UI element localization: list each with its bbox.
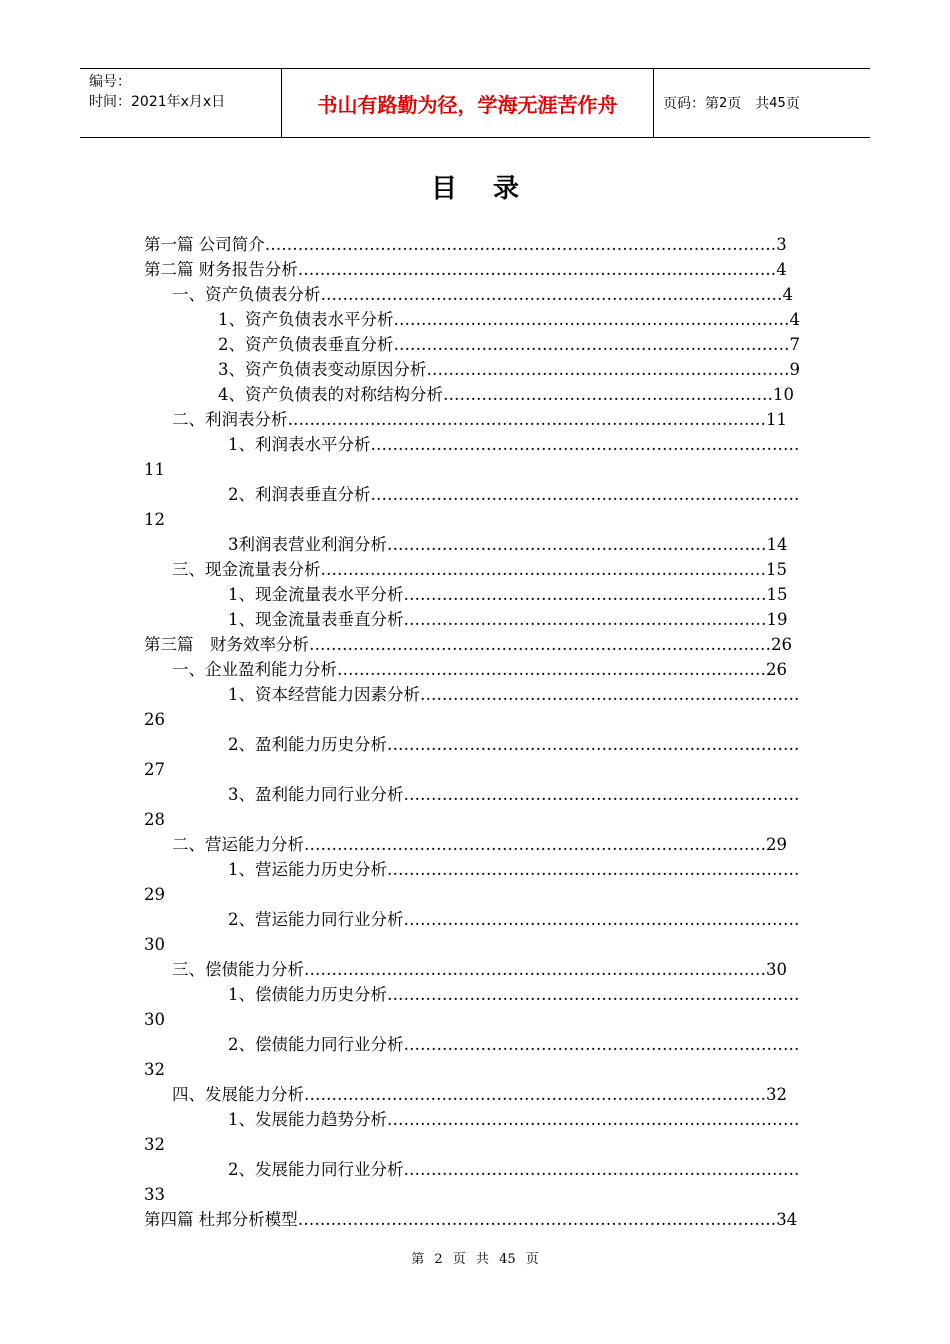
toc-entry-page: 34 bbox=[776, 1210, 798, 1229]
toc-leader-dots: ………………………………………………………………… bbox=[387, 1110, 800, 1129]
toc-entry-title: 3、盈利能力同行业分析 bbox=[228, 785, 404, 804]
page-header bbox=[80, 68, 870, 138]
toc-entry-page: 14 bbox=[766, 535, 788, 554]
toc-entry[interactable] bbox=[218, 307, 800, 332]
toc-entry-title: 1、利润表水平分析 bbox=[228, 435, 371, 454]
toc-entry-page: 12 bbox=[144, 510, 165, 529]
toc-leader-dots: ………………………………………………………… bbox=[403, 610, 767, 629]
toc-entry[interactable] bbox=[228, 782, 800, 807]
toc-leader-dots: …………………………………………………………… bbox=[387, 535, 767, 554]
footer-prefix: 第 bbox=[411, 1252, 425, 1267]
toc-leader-dots: …………………………………………………………………………… bbox=[297, 260, 777, 279]
toc-entry-title: 1、资本经营能力因素分析 bbox=[228, 685, 420, 704]
toc-entry[interactable] bbox=[172, 1082, 787, 1107]
header-time-label: 时间：2021年x月x日 bbox=[89, 94, 226, 110]
toc-entry[interactable] bbox=[172, 282, 793, 307]
toc-entry-title: 二、营运能力分析 bbox=[172, 835, 304, 854]
footer-total: 45 bbox=[499, 1252, 516, 1267]
toc-entry-title: 2、营运能力同行业分析 bbox=[228, 910, 404, 929]
toc-entry-title: 一、企业盈利能力分析 bbox=[172, 660, 337, 679]
toc-entry-page: 4 bbox=[782, 285, 793, 304]
toc-entry-page: 29 bbox=[766, 835, 787, 854]
toc-entry-title: 2、资产负债表垂直分析 bbox=[218, 335, 394, 354]
toc-leader-dots: ………………………………………………………………………… bbox=[304, 835, 766, 854]
toc-entry-title: 四、发展能力分析 bbox=[172, 1085, 304, 1104]
toc-entry-page: 32 bbox=[144, 1135, 165, 1154]
toc-entry-page: 4 bbox=[789, 310, 800, 329]
toc-entry[interactable] bbox=[144, 1207, 797, 1232]
toc-entry[interactable] bbox=[228, 1032, 800, 1057]
toc-entry-page: 33 bbox=[144, 1185, 165, 1204]
toc-entry[interactable] bbox=[228, 732, 800, 757]
toc-entry-page: 26 bbox=[766, 660, 787, 679]
toc-entry[interactable] bbox=[218, 332, 800, 357]
toc-entry-title: 3利润表营业利润分析 bbox=[228, 535, 387, 554]
toc-entry[interactable] bbox=[228, 1157, 800, 1182]
toc-entry[interactable] bbox=[172, 657, 787, 682]
toc-leader-dots: …………………………………………………………………………… bbox=[287, 410, 766, 429]
toc-leader-dots: ……………………………………………………………… bbox=[393, 310, 790, 329]
toc-entry[interactable] bbox=[144, 232, 787, 257]
header-meta-cell bbox=[80, 69, 282, 137]
toc-leader-dots: …………………………………………………… bbox=[443, 385, 773, 404]
toc-entry-title: 1、现金流量表水平分析 bbox=[228, 585, 404, 604]
footer-current: 2 bbox=[434, 1252, 443, 1267]
toc-entry[interactable] bbox=[228, 857, 800, 882]
header-page-mid: 页 共 bbox=[727, 96, 770, 112]
toc-entry-title: 第四篇 杜邦分析模型 bbox=[144, 1210, 298, 1229]
toc-entry-title: 2、发展能力同行业分析 bbox=[228, 1160, 404, 1179]
header-page-total: 45 bbox=[769, 95, 786, 111]
toc-entry[interactable] bbox=[144, 257, 787, 282]
toc-entry-page: 26 bbox=[144, 710, 165, 729]
header-page-prefix: 页码：第 bbox=[663, 96, 719, 112]
header-number-label: 编号： bbox=[89, 74, 131, 90]
toc-entry-page: 4 bbox=[776, 260, 787, 279]
toc-title: 目录 bbox=[430, 174, 555, 204]
toc-entry[interactable] bbox=[218, 382, 794, 407]
toc-entry-page: 29 bbox=[144, 885, 165, 904]
toc-leader-dots: ………………………………………………………………………… bbox=[304, 960, 766, 979]
toc-leader-dots: ………………………………………………………………… bbox=[387, 735, 800, 754]
toc-leader-dots: …………………………………………………………… bbox=[420, 685, 800, 704]
toc-leader-dots: …………………………………………………………………… bbox=[370, 485, 800, 504]
toc-entry[interactable] bbox=[228, 482, 800, 507]
toc-entry-page: 15 bbox=[766, 585, 788, 604]
toc-leader-dots: …………………………………………………………………… bbox=[370, 435, 800, 454]
footer-mid: 页 共 bbox=[452, 1252, 489, 1267]
toc-entry[interactable] bbox=[228, 582, 788, 607]
toc-entry-title: 第一篇 公司简介 bbox=[144, 235, 265, 254]
toc-leader-dots: ………………………………………………………………………… bbox=[304, 1085, 766, 1104]
toc-leader-dots: ………………………………………………………………… bbox=[387, 985, 800, 1004]
toc-leader-dots: …………………………………………………………………… bbox=[337, 660, 766, 679]
toc-leader-dots: ………………………………………………………………………………… bbox=[264, 235, 777, 254]
page-footer bbox=[0, 1248, 950, 1267]
toc-entry-title: 第二篇 财务报告分析 bbox=[144, 260, 298, 279]
toc-entry-page: 32 bbox=[144, 1060, 165, 1079]
toc-leader-dots: ………………………………………………………………………… bbox=[320, 285, 783, 304]
toc-entry-title: 2、偿债能力同行业分析 bbox=[228, 1035, 404, 1054]
toc-entry[interactable] bbox=[172, 832, 787, 857]
toc-leader-dots: ………………………………………………………… bbox=[426, 360, 790, 379]
toc-leader-dots: ……………………………………………………………… bbox=[403, 785, 800, 804]
toc-entry-page: 32 bbox=[766, 1085, 787, 1104]
toc-entry-page: 11 bbox=[144, 460, 165, 479]
toc-leader-dots: ……………………………………………………………… bbox=[403, 910, 800, 929]
toc-entry-title: 1、营运能力历史分析 bbox=[228, 860, 387, 879]
toc-entry-title: 2、盈利能力历史分析 bbox=[228, 735, 387, 754]
toc-entry[interactable] bbox=[172, 407, 787, 432]
toc-entry-page: 19 bbox=[766, 610, 788, 629]
footer-suffix: 页 bbox=[525, 1252, 539, 1267]
toc-leader-dots: ………………………………………………………… bbox=[403, 585, 767, 604]
toc-entry-title: 2、利润表垂直分析 bbox=[228, 485, 371, 504]
toc-entry[interactable] bbox=[144, 632, 792, 657]
toc-entry-page: 7 bbox=[789, 335, 800, 354]
header-page-current: 2 bbox=[719, 95, 728, 111]
toc-entry[interactable] bbox=[228, 532, 788, 557]
toc-entry[interactable] bbox=[228, 432, 800, 457]
toc-entry-title: 二、利润表分析 bbox=[172, 410, 288, 429]
header-motto: 书山有路勤为径，学海无涯苦作舟 bbox=[317, 92, 618, 117]
toc-entry[interactable] bbox=[228, 982, 800, 1007]
toc-entry-title: 三、现金流量表分析 bbox=[172, 560, 321, 579]
toc-entry-page: 3 bbox=[776, 235, 787, 254]
toc-leader-dots: ……………………………………………………………… bbox=[393, 335, 790, 354]
toc-entry[interactable] bbox=[228, 1107, 800, 1132]
toc-entry-page: 11 bbox=[766, 410, 787, 429]
toc-entry-title: 一、资产负债表分析 bbox=[172, 285, 321, 304]
header-motto-cell bbox=[282, 69, 654, 137]
toc-entry-page: 30 bbox=[144, 1010, 165, 1029]
toc-leader-dots: ……………………………………………………………………… bbox=[320, 560, 766, 579]
toc-leader-dots: ……………………………………………………………… bbox=[403, 1160, 800, 1179]
toc-entry-page: 30 bbox=[766, 960, 787, 979]
toc-entry[interactable] bbox=[228, 907, 800, 932]
toc-entry[interactable] bbox=[218, 357, 800, 382]
header-page-cell bbox=[654, 69, 870, 137]
header-page-suffix: 页 bbox=[785, 96, 800, 112]
toc-entry-page: 10 bbox=[773, 385, 794, 404]
toc-leader-dots: ………………………………………………………………………… bbox=[309, 635, 771, 654]
toc-entry[interactable] bbox=[228, 607, 788, 632]
toc-entry-title: 第三篇 财务效率分析 bbox=[144, 635, 309, 654]
toc-leader-dots: ……………………………………………………………… bbox=[403, 1035, 800, 1054]
toc-entry-title: 3、资产负债表变动原因分析 bbox=[218, 360, 427, 379]
toc-entry-page: 15 bbox=[766, 560, 787, 579]
toc-leader-dots: ………………………………………………………………… bbox=[387, 860, 800, 879]
toc-entry-title: 三、偿债能力分析 bbox=[172, 960, 304, 979]
toc-entry-page: 26 bbox=[771, 635, 792, 654]
toc-entry-title: 1、发展能力趋势分析 bbox=[228, 1110, 387, 1129]
toc-entry-page: 28 bbox=[144, 810, 165, 829]
toc-entry-title: 1、偿债能力历史分析 bbox=[228, 985, 387, 1004]
toc-entry-page: 27 bbox=[144, 760, 165, 779]
toc-entry[interactable] bbox=[228, 682, 800, 707]
toc-entry-title: 1、资产负债表水平分析 bbox=[218, 310, 394, 329]
toc-leader-dots: …………………………………………………………………………… bbox=[297, 1210, 777, 1229]
toc-entry-title: 4、资产负债表的对称结构分析 bbox=[218, 385, 443, 404]
toc-entry-title: 1、现金流量表垂直分析 bbox=[228, 610, 404, 629]
toc-entry[interactable] bbox=[172, 557, 787, 582]
toc-entry-page: 30 bbox=[144, 935, 165, 954]
toc-entry-page: 9 bbox=[789, 360, 800, 379]
toc-entry[interactable] bbox=[172, 957, 787, 982]
